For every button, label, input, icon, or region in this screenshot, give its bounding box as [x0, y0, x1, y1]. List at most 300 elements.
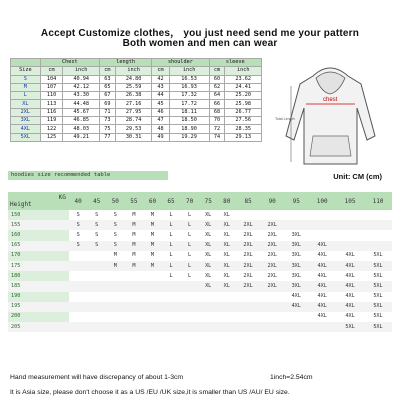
recommend-title: hoodies size recommended table [8, 171, 168, 180]
size-cell: 2XL [11, 108, 41, 116]
size-cell: S [95, 231, 99, 238]
height-label: Height [10, 201, 32, 208]
size-cell: 2XL [260, 281, 284, 291]
size-cell [162, 281, 181, 291]
size-cell [180, 312, 199, 322]
size-cell: M [143, 220, 162, 230]
size-cell [260, 312, 284, 322]
size-cell: S [113, 231, 117, 238]
size-cell: L [188, 252, 192, 259]
size-cell: 4XL [336, 281, 364, 291]
value-cell: 27.56 [225, 117, 262, 125]
size-cell: 2XL [236, 281, 260, 291]
size-cell [69, 251, 88, 261]
hoodie-diagram [273, 58, 388, 173]
size-cell [125, 322, 144, 332]
size-cell: L [162, 241, 181, 251]
value-cell: 23.62 [225, 75, 262, 83]
table-row [8, 281, 392, 291]
sub-header: cm [40, 67, 63, 75]
size-cell: S [95, 211, 99, 218]
size-cell [260, 210, 284, 220]
value-cell: 18.90 [169, 125, 209, 133]
size-cell [143, 271, 162, 281]
table-row [8, 302, 392, 312]
size-cell [106, 302, 125, 312]
table-row [11, 75, 262, 83]
size-cell: 2XL [236, 220, 260, 230]
size-cell: 4XL [308, 302, 336, 312]
size-cell: XL [223, 252, 230, 259]
weight-header: 105 [336, 192, 364, 210]
size-cell: L [180, 220, 199, 230]
value-cell: 74 [209, 133, 225, 141]
value-cell: 16.93 [169, 83, 209, 91]
size-cell: 3XL [291, 252, 301, 259]
size-cell [87, 302, 106, 312]
size-cell: M [113, 252, 117, 259]
size-cell: S [76, 231, 80, 238]
table-row [11, 100, 262, 108]
size-cell: 3XL [291, 272, 301, 279]
value-cell: 73 [99, 117, 115, 125]
size-cell [143, 292, 162, 302]
size-cell: XL [217, 220, 236, 230]
size-cell: XL [199, 281, 218, 291]
size-cell [364, 230, 392, 240]
table-row [8, 251, 392, 261]
table-row [8, 271, 392, 281]
size-cell: S [76, 211, 80, 218]
size-cell [217, 312, 236, 322]
value-cell: 68 [209, 108, 225, 116]
size-cell [125, 312, 144, 322]
size-cell [162, 302, 181, 312]
size-cell: 4XL [336, 302, 364, 312]
value-cell: 46.85 [63, 117, 100, 125]
col-header: shoulder [152, 59, 209, 67]
weight-header: 50 [106, 192, 125, 210]
value-cell: 26.77 [225, 108, 262, 116]
height-cell: 185 [8, 281, 69, 291]
value-cell: 48.03 [63, 125, 100, 133]
size-cell: L [180, 241, 199, 251]
weight-header: 90 [260, 192, 284, 210]
sub-header: cm [152, 67, 169, 75]
note-inch: 1inch=2.54cm [270, 374, 313, 381]
size-cell: 2XL [260, 220, 284, 230]
size-cell: M [150, 231, 155, 238]
size-cell: 4XL [345, 293, 355, 300]
size-cell: S [106, 241, 125, 251]
value-cell: 18.11 [169, 108, 209, 116]
height-cell: 175 [8, 261, 69, 271]
value-cell: 42.12 [63, 83, 100, 91]
weight-header: 100 [308, 192, 336, 210]
value-cell: 72 [209, 125, 225, 133]
recommend-table [8, 192, 392, 332]
size-cell: S [87, 220, 106, 230]
value-cell: 17.72 [169, 100, 209, 108]
chest-label: chest [323, 97, 338, 103]
size-cell: 5XL [364, 322, 392, 332]
value-cell: 27.95 [115, 108, 152, 116]
weight-header: 55 [125, 192, 144, 210]
size-cell [284, 210, 308, 220]
note-discrepancy: Hand measurement will have discrepancy of about 1-3cm [10, 374, 184, 381]
size-cell: 2XL [236, 261, 260, 271]
size-cell: 2XL [243, 231, 253, 238]
value-cell: 25.98 [225, 100, 262, 108]
size-cell: 2XL [236, 241, 260, 251]
table-row [11, 83, 262, 91]
size-cell [217, 322, 236, 332]
table-row [8, 220, 392, 230]
size-cell: 4XL [317, 272, 327, 279]
size-cell: XL [223, 231, 230, 238]
value-cell: 67 [99, 92, 115, 100]
weight-header: 60 [143, 192, 162, 210]
size-cell: XL [11, 100, 41, 108]
size-cell: L [188, 211, 192, 218]
size-cell [162, 322, 181, 332]
value-cell: 71 [99, 108, 115, 116]
size-cell: 4XL [308, 261, 336, 271]
table-row [11, 125, 262, 133]
table-row [8, 322, 392, 332]
col-header: sleeve [209, 59, 262, 67]
size-cell: 5XL [364, 302, 392, 312]
size-cell: XL [199, 261, 218, 271]
size-cell [199, 302, 218, 312]
weight-header: 85 [236, 192, 260, 210]
size-cell [199, 292, 218, 302]
size-cell: L [162, 220, 181, 230]
size-cell [69, 271, 88, 281]
size-chart-table [10, 58, 262, 142]
size-cell: XL [223, 272, 230, 279]
weight-header: 40 [69, 192, 88, 210]
value-cell: 62 [209, 83, 225, 91]
size-cell: L [188, 231, 192, 238]
kg-label: KG [58, 194, 66, 201]
height-cell: 180 [8, 271, 69, 281]
size-cell [199, 322, 218, 332]
size-cell [143, 302, 162, 312]
size-cell [87, 322, 106, 332]
value-cell: 28.35 [225, 125, 262, 133]
size-cell [106, 292, 125, 302]
size-cell [125, 292, 144, 302]
size-cell [69, 281, 88, 291]
size-cell: M [143, 241, 162, 251]
size-cell [336, 241, 364, 251]
value-cell: 66 [209, 100, 225, 108]
size-cell: L [180, 261, 199, 271]
size-cell [69, 292, 88, 302]
size-cell: M [143, 261, 162, 271]
size-cell: M [125, 261, 144, 271]
value-cell: 46 [152, 108, 169, 116]
size-cell: XL [199, 241, 218, 251]
size-cell: S [87, 241, 106, 251]
value-cell: 64 [209, 92, 225, 100]
value-cell: 104 [40, 75, 63, 83]
size-cell: 3XL [284, 281, 308, 291]
value-cell: 60 [209, 75, 225, 83]
sub-header: inch [63, 67, 100, 75]
size-cell [162, 292, 181, 302]
height-cell: 150 [8, 210, 69, 220]
size-cell [308, 322, 336, 332]
size-cell [308, 230, 336, 240]
sub-header: inch [115, 67, 152, 75]
size-cell: 2XL [260, 241, 284, 251]
size-cell [143, 312, 162, 322]
size-cell [336, 230, 364, 240]
size-cell: 5XL [11, 133, 41, 141]
header-line-1: Accept Customize clothes， you just need send me your pattern [40, 28, 360, 39]
table-row [11, 133, 262, 141]
size-cell: L [169, 272, 173, 279]
size-cell [284, 220, 308, 230]
table-row [8, 312, 392, 322]
size-cell: 5XL [373, 313, 383, 320]
size-cell: XL [205, 211, 212, 218]
weight-header: 80 [217, 192, 236, 210]
size-cell [236, 302, 260, 312]
value-cell: 29.53 [115, 125, 152, 133]
size-cell [106, 312, 125, 322]
size-cell: M [125, 241, 144, 251]
header-line-2: Both women and men can wear [122, 38, 278, 49]
size-cell: XL [217, 261, 236, 271]
size-cell: 4XL [308, 241, 336, 251]
value-cell: 125 [40, 133, 63, 141]
value-cell: 25.20 [225, 92, 262, 100]
height-cell: 190 [8, 292, 69, 302]
size-cell [308, 220, 336, 230]
value-cell: 75 [99, 125, 115, 133]
size-cell: L [169, 252, 173, 259]
size-cell [69, 312, 88, 322]
size-cell: M [150, 211, 155, 218]
size-cell [143, 281, 162, 291]
value-cell: 113 [40, 100, 63, 108]
size-cell [87, 271, 106, 281]
size-cell: L [169, 231, 173, 238]
sub-header: cm [99, 67, 115, 75]
size-cell: XL [199, 220, 218, 230]
length-label: Total Length [275, 117, 295, 121]
size-cell: XL [217, 281, 236, 291]
col-header: length [99, 59, 151, 67]
value-cell: 45 [152, 100, 169, 108]
height-cell: 205 [8, 322, 69, 332]
size-cell [180, 322, 199, 332]
size-cell [284, 322, 308, 332]
size-cell [260, 322, 284, 332]
size-cell [180, 281, 199, 291]
size-cell: 4XL [345, 252, 355, 259]
sub-header: inch [169, 67, 209, 75]
size-cell [236, 312, 260, 322]
value-cell: 70 [209, 117, 225, 125]
size-cell: M [132, 252, 136, 259]
value-cell: 49.21 [63, 133, 100, 141]
size-cell [236, 292, 260, 302]
size-cell [106, 281, 125, 291]
size-cell: XL [223, 211, 230, 218]
size-cell: M [150, 252, 155, 259]
size-cell: 5XL [364, 261, 392, 271]
value-cell: 30.31 [115, 133, 152, 141]
value-cell: 48 [152, 125, 169, 133]
table-row [8, 230, 392, 240]
table-row [11, 108, 262, 116]
size-cell [217, 302, 236, 312]
unit-label: Unit: CM (cm) [333, 172, 382, 181]
table-row [8, 292, 392, 302]
size-cell [143, 322, 162, 332]
value-cell: 110 [40, 92, 63, 100]
size-cell [364, 241, 392, 251]
size-cell [236, 210, 260, 220]
size-cell: 4XL [317, 313, 327, 320]
size-cell [125, 271, 144, 281]
size-cell: 2XL [267, 252, 277, 259]
value-cell: 25.59 [115, 83, 152, 91]
size-cell [87, 281, 106, 291]
size-cell [69, 322, 88, 332]
size-cell: 4XL [317, 293, 327, 300]
size-cell [87, 261, 106, 271]
corner-cell [8, 192, 69, 210]
size-cell: L [162, 261, 181, 271]
size-cell: M [11, 83, 41, 91]
size-cell: 2XL [243, 252, 253, 259]
size-cell: XL [217, 241, 236, 251]
size-cell: S [69, 241, 88, 251]
value-cell: 28.74 [115, 117, 152, 125]
height-cell: 200 [8, 312, 69, 322]
table-row [8, 241, 392, 251]
size-cell: M [132, 211, 136, 218]
size-cell: 3XL [284, 241, 308, 251]
weight-header: 45 [87, 192, 106, 210]
size-cell [106, 271, 125, 281]
height-cell: 195 [8, 302, 69, 312]
size-cell: 5XL [336, 322, 364, 332]
value-cell: 43 [152, 83, 169, 91]
size-cell: L [188, 272, 192, 279]
weight-header: 70 [180, 192, 199, 210]
size-cell: XL [205, 252, 212, 259]
size-cell [260, 302, 284, 312]
size-cell: XL [205, 272, 212, 279]
size-cell [162, 312, 181, 322]
size-cell [336, 220, 364, 230]
size-cell [87, 312, 106, 322]
size-cell [364, 210, 392, 220]
value-cell: 24.41 [225, 83, 262, 91]
size-cell [364, 220, 392, 230]
value-cell: 44 [152, 92, 169, 100]
weight-header: 75 [199, 192, 218, 210]
value-cell: 45.67 [63, 108, 100, 116]
height-cell: 170 [8, 251, 69, 261]
size-cell [217, 292, 236, 302]
size-cell [180, 302, 199, 312]
weight-header: 110 [364, 192, 392, 210]
value-cell: 44.48 [63, 100, 100, 108]
value-cell: 18.50 [169, 117, 209, 125]
size-cell: M [106, 261, 125, 271]
height-cell: 165 [8, 241, 69, 251]
size-cell [87, 292, 106, 302]
weight-header: 65 [162, 192, 181, 210]
size-cell: M [132, 231, 136, 238]
size-cell: 4XL [317, 252, 327, 259]
size-cell: S [113, 211, 117, 218]
size-cell [106, 322, 125, 332]
size-cell: 2XL [260, 261, 284, 271]
size-cell: 5XL [364, 281, 392, 291]
table-row [11, 117, 262, 125]
size-cell [87, 251, 106, 261]
size-cell: 5XL [373, 252, 383, 259]
size-cell: S [11, 75, 41, 83]
value-cell: 122 [40, 125, 63, 133]
weight-header: 95 [284, 192, 308, 210]
size-cell: 3XL [284, 261, 308, 271]
size-cell: 2XL [267, 272, 277, 279]
value-cell: 29.13 [225, 133, 262, 141]
size-cell: 4XL [308, 281, 336, 291]
size-cell: 4XL [291, 293, 301, 300]
value-cell: 65 [99, 83, 115, 91]
size-cell: L [11, 92, 41, 100]
value-cell: 43.30 [63, 92, 100, 100]
size-cell: XL [205, 231, 212, 238]
size-cell [284, 312, 308, 322]
size-cell: 4XL [345, 272, 355, 279]
size-cell [69, 261, 88, 271]
value-cell: 42 [152, 75, 169, 83]
size-cell: S [106, 220, 125, 230]
table-row [8, 210, 392, 220]
value-cell: 16.53 [169, 75, 209, 83]
size-cell: 3XL [11, 117, 41, 125]
size-cell: 2XL [243, 272, 253, 279]
size-cell: 4XL [11, 125, 41, 133]
sub-header: Size [11, 67, 41, 75]
value-cell: 40.94 [63, 75, 100, 83]
note-asia-size: It is Asia size, please don't choose it as a US /EU /UK size,it is smaller than US /AU/ EU size. [10, 389, 290, 396]
sub-header: inch [225, 67, 262, 75]
height-cell: 155 [8, 220, 69, 230]
table-row [11, 92, 262, 100]
value-cell: 77 [99, 133, 115, 141]
value-cell: 19.29 [169, 133, 209, 141]
value-cell: 27.16 [115, 100, 152, 108]
value-cell: 119 [40, 117, 63, 125]
value-cell: 47 [152, 117, 169, 125]
size-cell: S [69, 220, 88, 230]
size-cell [125, 281, 144, 291]
size-cell [236, 322, 260, 332]
size-cell [180, 292, 199, 302]
